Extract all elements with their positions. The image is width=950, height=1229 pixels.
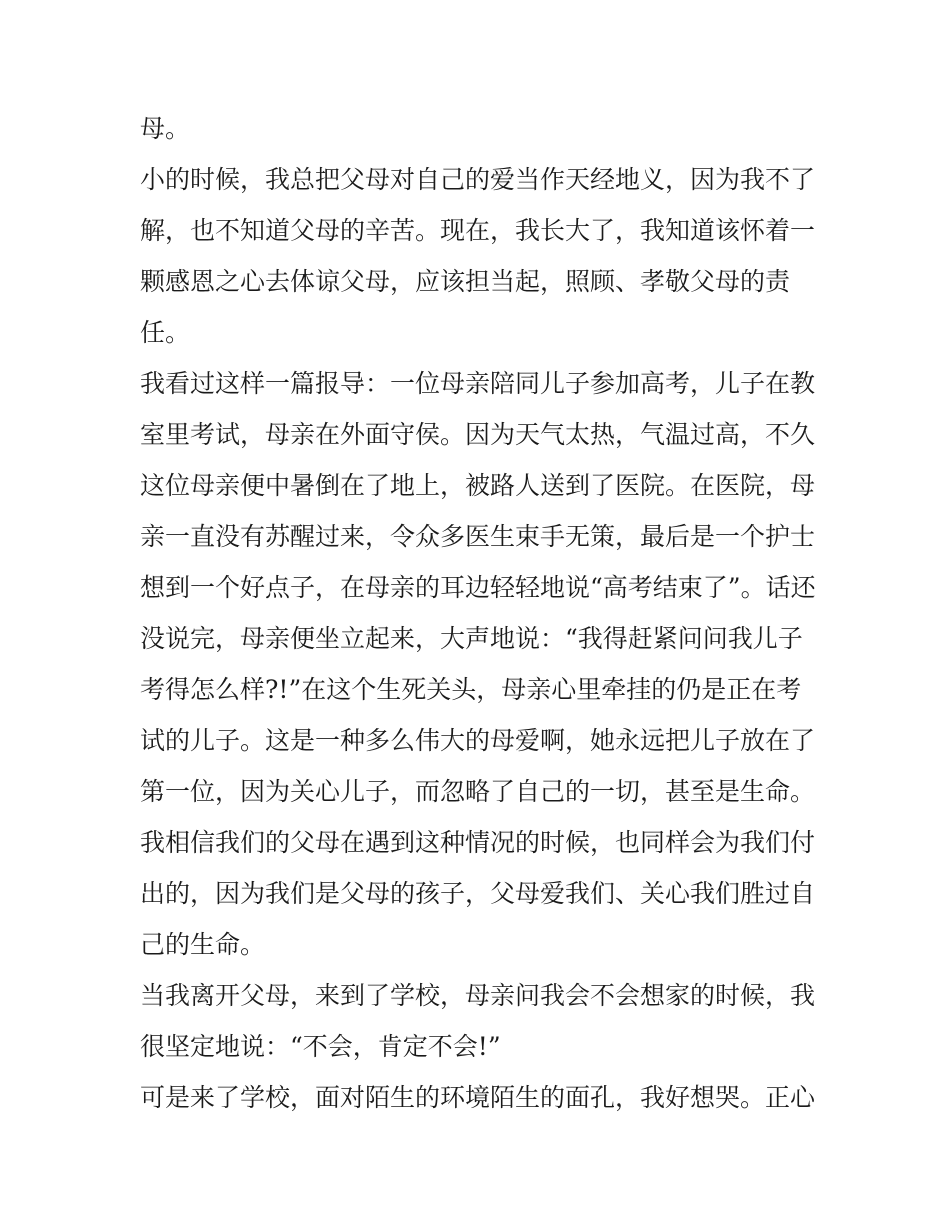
text-line: 第一位，因为关心儿子，而忽略了自己的一切，甚至是生命。 bbox=[140, 777, 816, 806]
text-line: 当我离开父母，来到了学校，母亲问我会不会想家的时候，我 bbox=[140, 981, 816, 1010]
text-line: 没说完，母亲便坐立起来，大声地说：“我得赶紧问问我儿子 bbox=[140, 624, 803, 653]
text-line: 出的，因为我们是父母的孩子，父母爱我们、关心我们胜过自 bbox=[140, 879, 816, 908]
text-line: 想到一个好点子，在母亲的耳边轻轻地说“高考结束了”。话还 bbox=[140, 573, 816, 602]
text-line: 可是来了学校，面对陌生的环境陌生的面孔，我好想哭。正心 bbox=[140, 1083, 816, 1112]
document-body bbox=[140, 103, 820, 1123]
text-line: 我相信我们的父母在遇到这种情况的时候，也同样会为我们付 bbox=[140, 828, 816, 857]
text-line: 颗感恩之心去体谅父母，应该担当起，照顾、孝敬父母的责 bbox=[140, 267, 791, 296]
text-line: 母。 bbox=[140, 114, 191, 143]
text-line: 试的儿子。这是一种多么伟大的母爱啊，她永远把儿子放在了 bbox=[140, 726, 816, 755]
text-line: 这位母亲便中暑倒在了地上，被路人送到了医院。在医院，母 bbox=[140, 471, 816, 500]
text-line: 小的时候，我总把父母对自己的爱当作天经地义，因为我不了 bbox=[140, 165, 816, 194]
text-line: 己的生命。 bbox=[140, 930, 266, 959]
text-line: 很坚定地说：“不会，肯定不会!” bbox=[140, 1032, 501, 1061]
text-line: 任。 bbox=[140, 318, 191, 347]
text-line: 亲一直没有苏醒过来，令众多医生束手无策，最后是一个护士 bbox=[140, 522, 816, 551]
text-line: 考得怎么样?!”在这个生死关头，母亲心里牵挂的仍是正在考 bbox=[140, 675, 802, 704]
text-line: 室里考试，母亲在外面守侯。因为天气太热，气温过高，不久 bbox=[140, 420, 816, 449]
text-line: 我看过这样一篇报导：一位母亲陪同儿子参加高考，儿子在教 bbox=[140, 369, 816, 398]
text-line: 解，也不知道父母的辛苦。现在，我长大了，我知道该怀着一 bbox=[140, 216, 816, 245]
